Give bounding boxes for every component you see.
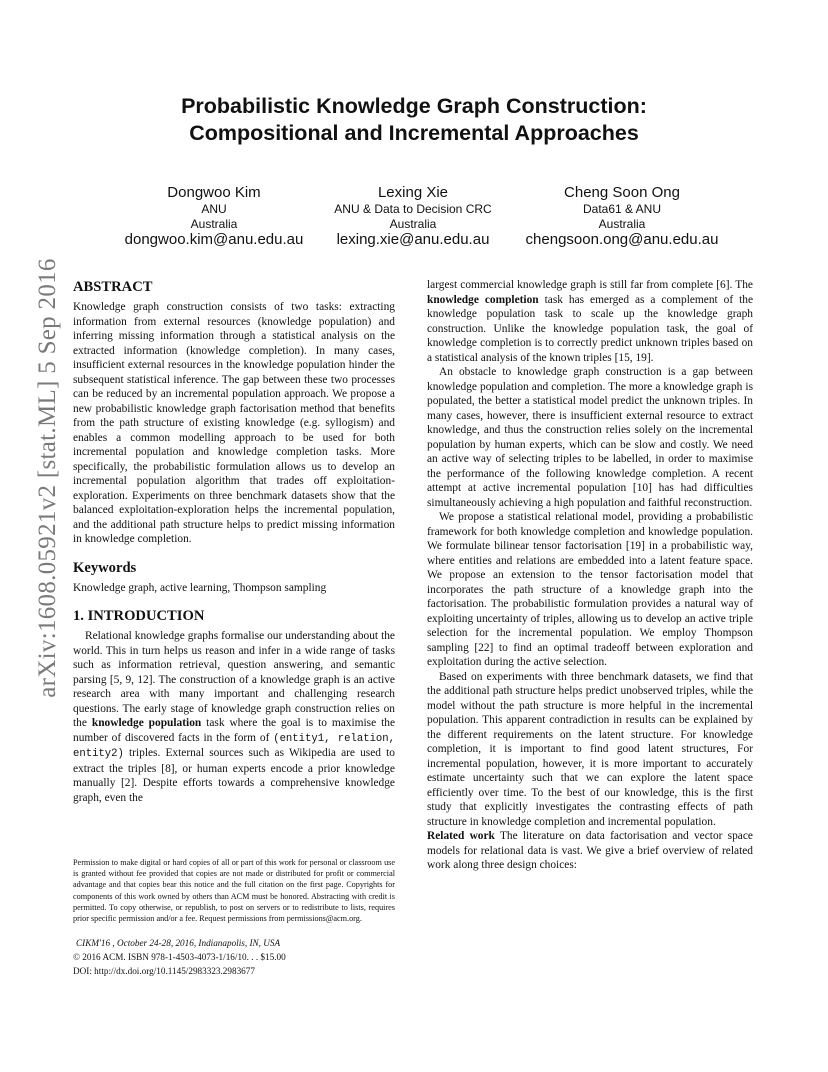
author-country: Australia [598,216,646,231]
related-work-heading: Related work [427,830,495,842]
right-paragraph-2: An obstacle to knowledge graph construction is a gap between knowledge population and completion. The more a knowledge graph is populated, the better a statistical model predict the unknown triples. In many cases, however, there is insufficient external resource to extract knowledge, and thus the construction relies solely on the incremental population by human experts, which can be slow and costly. We need an active way of selecting triples to be labelled, in order to maximise the performance of the following knowledge completion. A recent attempt at active incremental population [10] has had difficulties simultaneously achieving a high population and faithful reconstruction. [427,366,753,509]
keywords-text: Knowledge graph, active learning, Thompson sampling [73,581,327,594]
intro-bold-term: knowledge population [91,717,202,729]
author-affiliation: ANU [201,202,227,216]
copyright-notice: © 2016 ACM. ISBN 978-1-4503-4073-1/16/10. . . $15.00 [73,952,286,962]
author-block-2 [334,184,491,249]
right-column [427,278,753,873]
author-affiliation: ANU & Data to Decision CRC [334,202,492,216]
author-block-3 [526,184,719,249]
conference-info: CIKM'16 , October 24-28, 2016, Indianapolis, IN, USA [76,938,281,948]
intro-text-c: triples. External sources such as Wikipedia are used to extract the triples [8], or human experts encode a prior knowledge manually [2]. Despite efforts towards a comprehensive knowledge graph, even the [73,747,395,804]
author-name: Lexing Xie [377,184,449,201]
related-work-paragraph [427,829,753,873]
intro-paragraph [73,629,395,805]
paper-title [0,93,828,147]
keywords-heading: Keywords [73,559,137,576]
author-name: Dongwoo Kim [167,184,261,201]
intro-text-b: task where the goal is to maximise the number of discovered facts in the form of [73,717,396,744]
right-paragraph-4: Based on experiments with three benchmark datasets, we find that the additional path structure helps predict unobserved triples, while the model without the path structure is more helpful in the incremental population. This apparent contradiction in results can be explained by the different requirements on the latent structure. For knowledge completion, it is important to find good latent structures, For incremental population, however, it is more important to accurately estimate uncertainty such that we can explore the latent space efficiently over time. To the best of our knowledge, this is the first study that explicitly investigates the contrasting effects of path structure in knowledge completion and incremental population. [427,670,753,828]
right-bold-term: knowledge completion [427,293,539,306]
author-block-1 [125,184,304,249]
author-country: Australia [190,216,238,231]
right-paragraph-1 [427,278,753,365]
intro-text-a: Relational knowledge graphs formalise our understanding about the world. This in turn helps us reason and infer in a wide range of tasks such as information retrieval, question answering, and semantic parsing [5, 9, 12]. The construction of a knowledge graph is an active research area with many important and challenging research questions. The early stage of knowledge graph construction relies on the [73,630,395,729]
related-work-text: The literature on data factorisation and vector space models for relational data is vast. We give a brief overview of related work along three design choices: [427,830,753,871]
intro-triple-format: (entity1, relation, entity2) [73,732,395,760]
doi-link: DOI: http://dx.doi.org/10.1145/2983323.2983677 [73,966,255,976]
title-line-1: Probabilistic Knowledge Graph Construction: [181,94,647,118]
author-name: Cheng Soon Ong [564,184,680,201]
title-line-2: Compositional and Incremental Approaches [189,121,639,145]
author-affiliation: Data61 & ANU [582,202,662,216]
arxiv-identifier: arXiv:1608.05921v2 [stat.ML] 5 Sep 2016 [34,258,61,698]
right-paragraph-3: We propose a statistical relational model, providing a probabilistic framework for both knowledge completion and knowledge population. We formulate bilinear tensor factorisation [19] in a probabilistic way, where entities and relations are embedded into a latent feature space. We propose an extension to the tensor factorisation model that incorporates the path structure of a knowledge graph into the factorisation. The probabilistic formulation provides a natural way of exploiting uncertainty of triples, allowing us to develop an active triple selection for the incremental population. We employ Thompson sampling [22] to find an optimal tradeoff between exploration and exploitation during the active selection. [427,511,753,668]
permission-notice: Permission to make digital or hard copies of all or part of this work for personal or classroom use is granted without fee provided that copies are not made or distributed for profit or commercial advantage and that copies bear this notice and the full citation on the first page. Copyrights for components of this work owned by others than ACM must be honored. Abstracting with credit is permitted. To copy otherwise, or republish, to post on servers or to redistribute to lists, requires prior specific permission and/or a fee. Request permissions from permissions@acm.org. [73,858,395,924]
author-email: lexing.xie@anu.edu.au [336,231,490,248]
abstract-text: Knowledge graph construction consists of two tasks: extracting information from external resources (knowledge population) and inferring missing information through a statistical analysis on the extracted information (knowledge completion). In many cases, insufficient external resources in the knowledge population hinder the subsequent statistical inference. The gap between these two processes can be reduced by an incremental population approach. We propose a new probabilistic knowledge graph factorisation method that benefits from the path structure of existing knowledge (e.g. syllogism) and enables a common modelling approach to be used for both incremental population and knowledge completion tasks. More specifically, the probabilistic formulation allows us to develop an incremental population algorithm that trades off exploitation-exploration. Experiments on three benchmark datasets show that the balanced exploitation-exploration helps the incremental population, and the additional path structure helps to predict missing information in knowledge completion. [73,301,395,545]
left-column [73,278,395,805]
right-text-b: task has emerged as a complement of the knowledge population task to scale up the knowledge graph construction. Unlike the knowledge population task, the goal of knowledge completion is to correctly predict unknown triples based on a statistical analysis of the known triples [15, 19]. [427,293,753,364]
introduction-heading: 1. INTRODUCTION [73,608,205,624]
author-email: dongwoo.kim@anu.edu.au [124,231,304,248]
author-email: chengsoon.ong@anu.edu.au [525,231,719,248]
author-country: Australia [389,216,437,231]
right-text-a: largest commercial knowledge graph is still far from complete [6]. The [427,279,753,291]
abstract-heading: ABSTRACT [73,279,153,295]
